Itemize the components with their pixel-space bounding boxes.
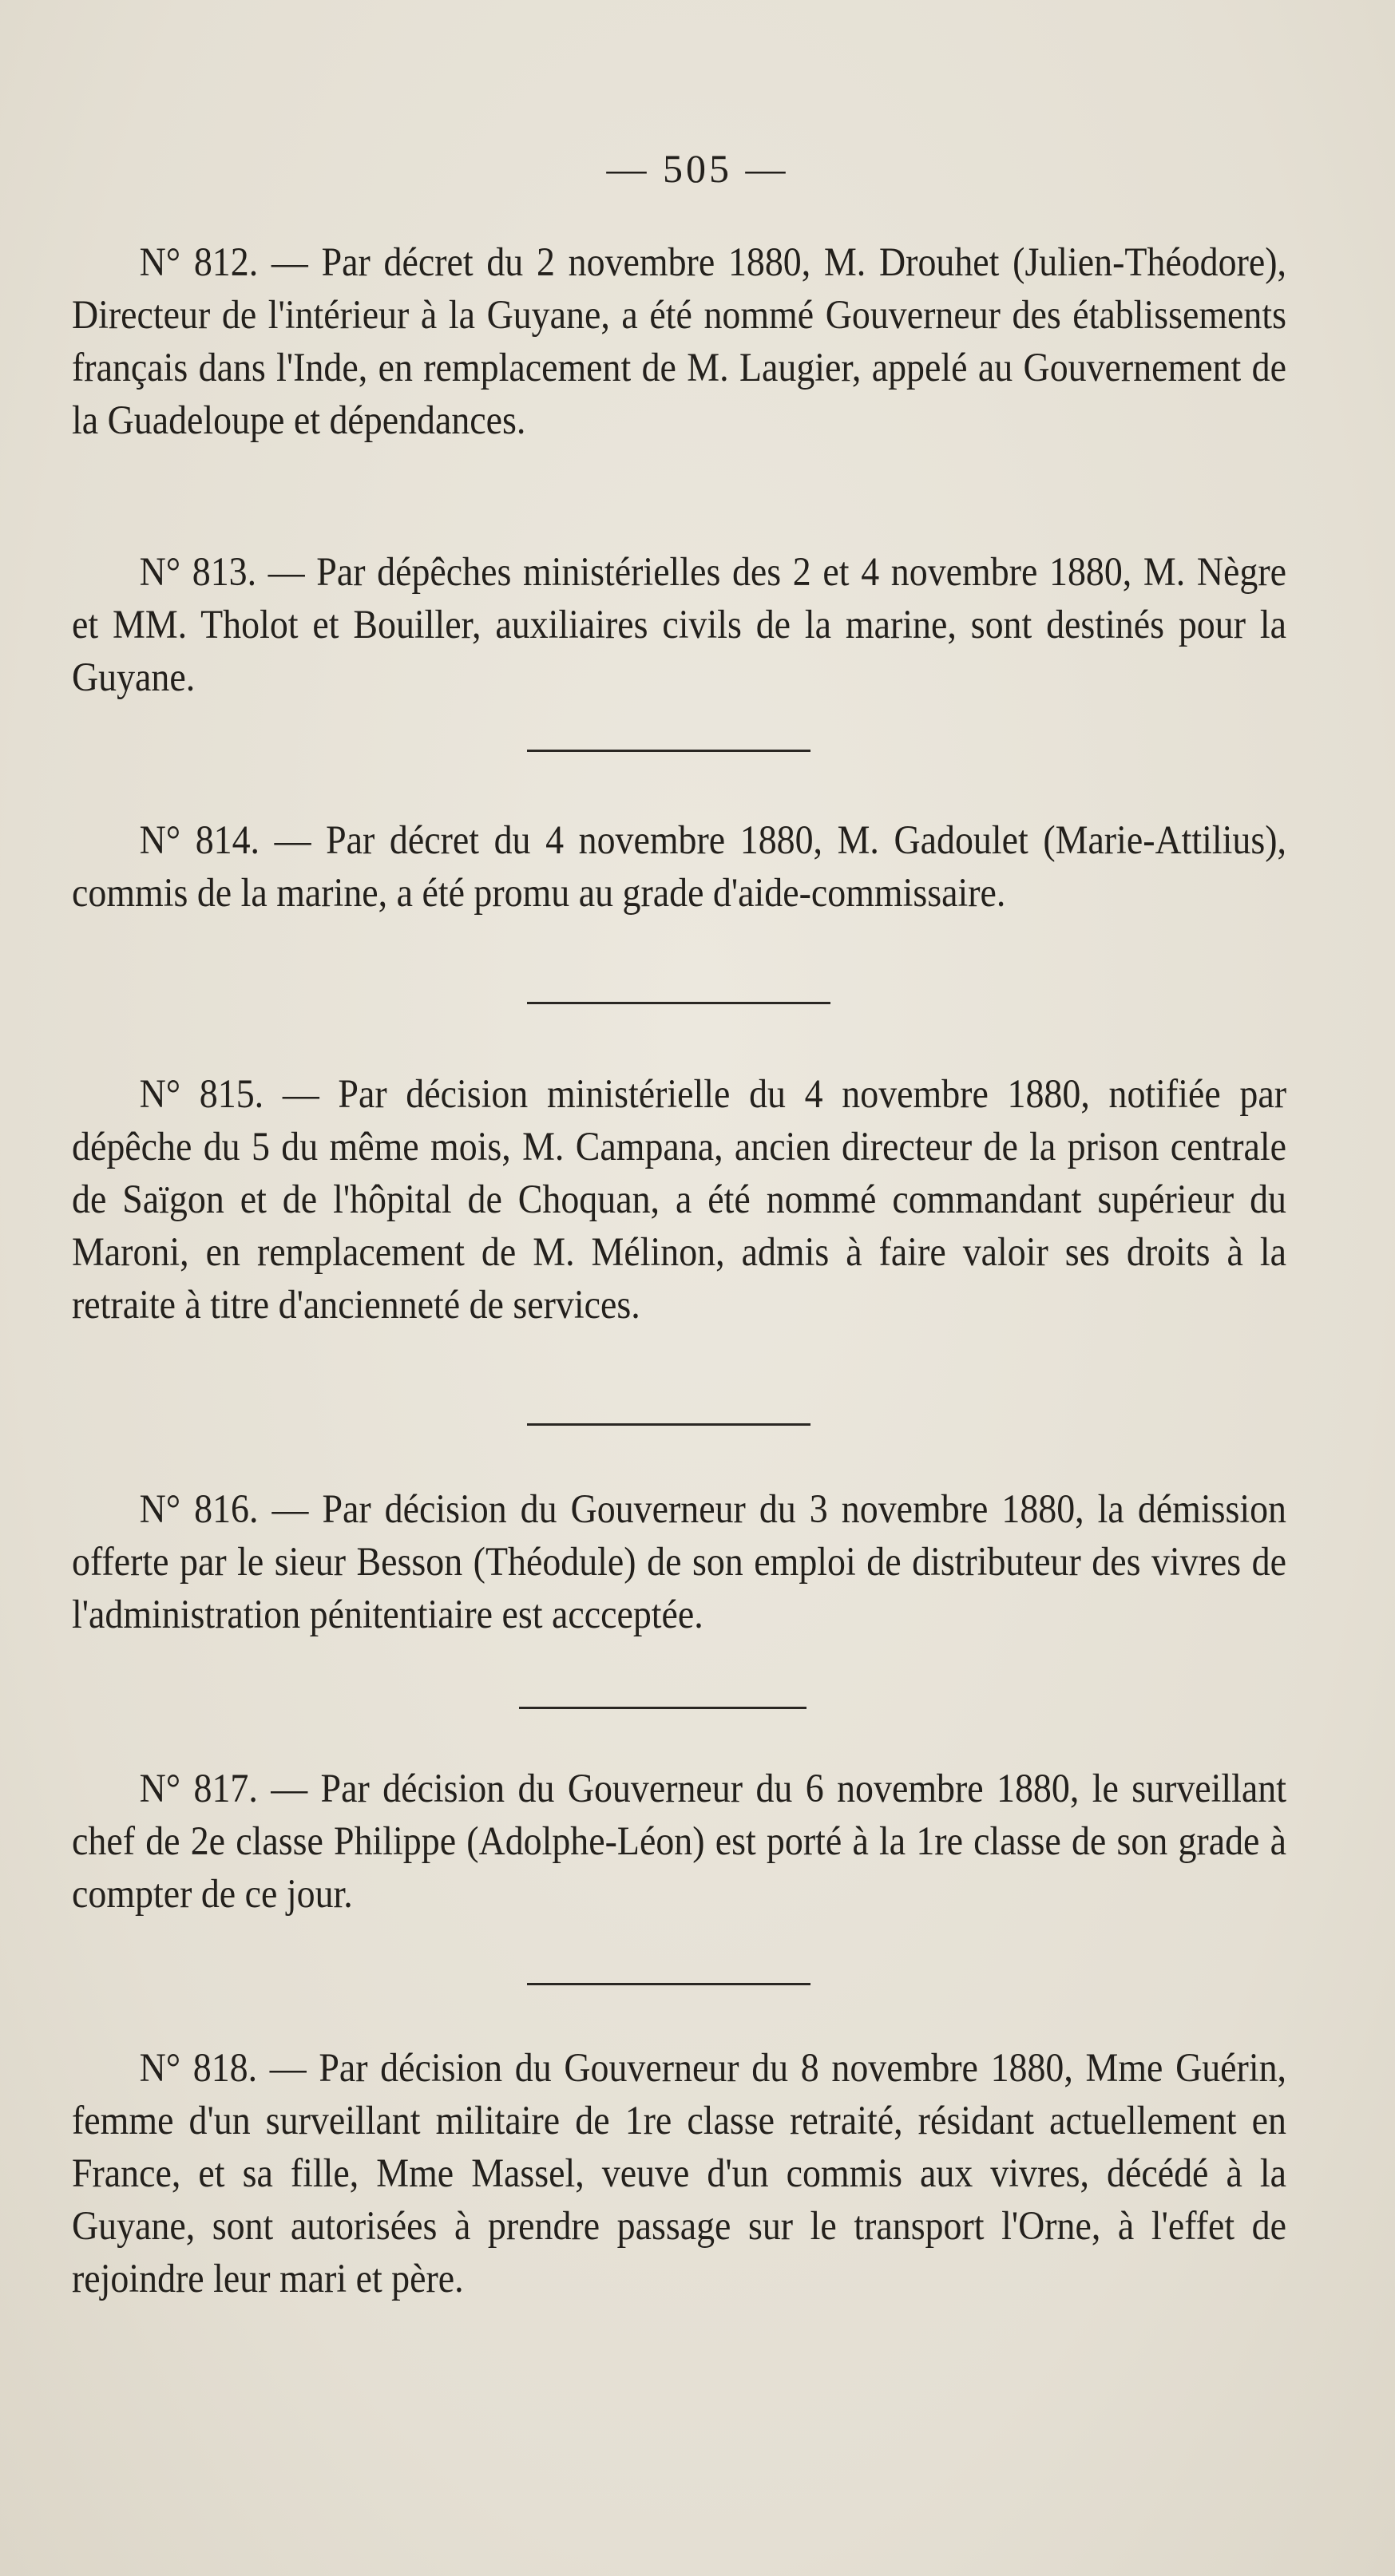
entry-text: — Par décision du Gouverneur du 8 novembre 1880, Mme Guérin, femme d'un surveillant militaire de 1re classe retraité, résidant actuellement en France, et sa fille, Mme Massel, veuve d'un commis aux vivres, décédé à la Guyane, sont autorisées à prendre passage sur le transport l'Orne, à l'effet de rejoindre leur mari et père. xyxy=(72,2046,1286,2301)
entry-number: N° 817. xyxy=(139,1767,258,1811)
entry-813 xyxy=(72,546,1286,704)
entry-text: — Par décret du 2 novembre 1880, M. Drouhet (Julien-Théodore), Directeur de l'intérieur à la Guyane, a été nommé Gouverneur des établissements français dans l'Inde, en remplacement de M. Laugier, appelé au Gouvernement de la Guadeloupe et dépendances. xyxy=(72,240,1287,443)
entry-812 xyxy=(72,236,1286,447)
entry-text: — Par décision ministérielle du 4 novembre 1880, notifiée par dépêche du 5 du même mois, M. Campana, ancien directeur de la prison centrale de Saïgon et de l'hôpital de Choquan, a été nommé commandant supérieur du Maroni, en remplacement de M. Mélinon, admis à faire valoir ses droits à la retraite à titre d'ancienneté de services. xyxy=(72,1072,1286,1328)
entry-number: N° 812. xyxy=(139,240,259,285)
separator-rule xyxy=(527,1983,810,1985)
entry-text: — Par dépêches ministérielles des 2 et 4 novembre 1880, M. Nègre et MM. Tholot et Bouiller, auxiliaires civils de la marine, sont destinés pour la Guyane. xyxy=(72,550,1286,700)
separator-rule xyxy=(519,1707,806,1709)
entry-text: — Par décret du 4 novembre 1880, M. Gadoulet (Marie-Attilius), commis de la marine, a été promu au grade d'aide-commissaire. xyxy=(72,818,1286,916)
entry-number: N° 814. xyxy=(139,818,260,863)
page-number: — 505 — xyxy=(606,146,789,191)
entry-815 xyxy=(72,1068,1286,1332)
entry-814 xyxy=(72,814,1286,920)
entry-number: N° 815. xyxy=(139,1072,264,1117)
separator-rule xyxy=(527,1423,810,1426)
entry-818 xyxy=(72,2042,1286,2305)
entry-text: — Par décision du Gouverneur du 3 novembre 1880, la démission offerte par le sieur Besson (Théodule) de son emploi de distributeur des vivres de l'administration pénitentiaire est accceptée. xyxy=(72,1487,1286,1637)
entry-number: N° 816. xyxy=(139,1487,259,1532)
entry-816 xyxy=(72,1483,1286,1641)
entry-number: N° 813. xyxy=(139,550,257,595)
separator-rule xyxy=(527,750,810,752)
entry-817 xyxy=(72,1763,1286,1921)
separator-rule xyxy=(527,1002,830,1004)
entry-number: N° 818. xyxy=(139,2046,258,2091)
entry-text: — Par décision du Gouverneur du 6 novembre 1880, le surveillant chef de 2e classe Philippe (Adolphe-Léon) est porté à la 1re classe de son grade à compter de ce jour. xyxy=(72,1767,1286,1917)
